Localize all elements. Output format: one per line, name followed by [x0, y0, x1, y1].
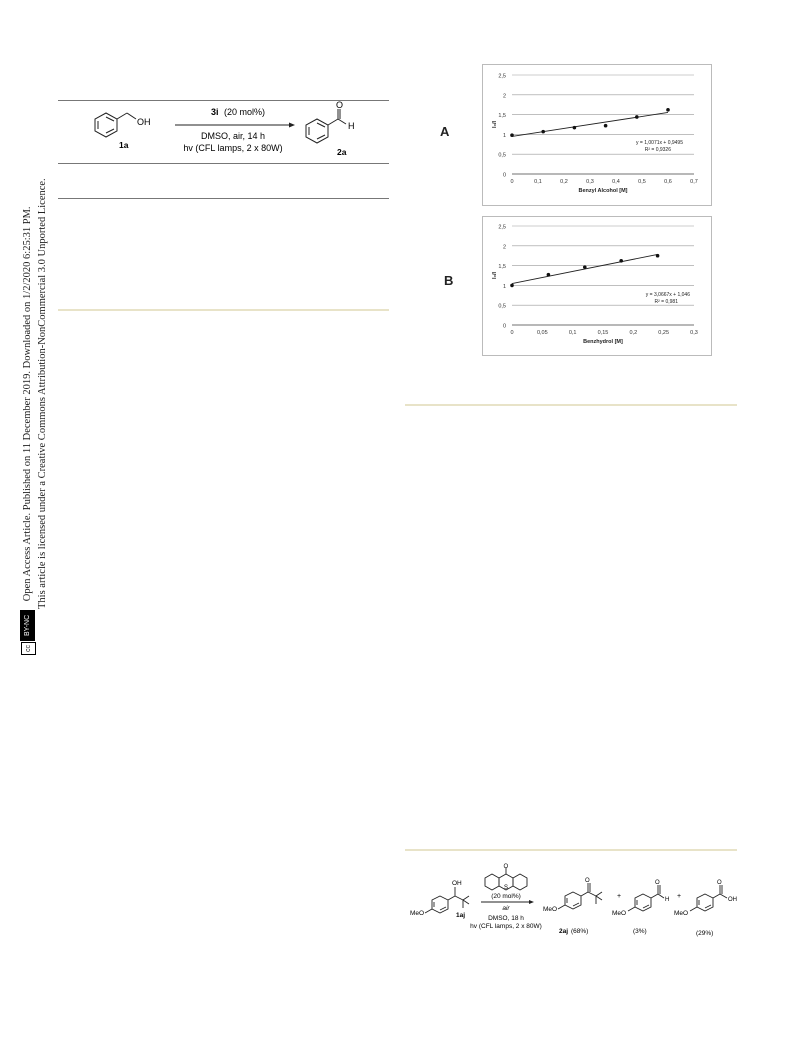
- chart-a-equation: y = 1,0071x + 0,9495: [636, 140, 683, 146]
- reaction-scheme-2: [405, 862, 750, 942]
- chart-b-y-tick-label: 0: [502, 323, 506, 330]
- panel-label-b: B: [444, 273, 454, 288]
- chart-b-x-tick-label: 0,1: [568, 330, 577, 336]
- chart-a-y-tick-label: 2: [502, 93, 506, 100]
- panel-label-a: A: [440, 124, 450, 139]
- chart-a-x-tick-label: 0,1: [534, 179, 542, 185]
- chart-b-x-tick-label: 0,2: [629, 330, 638, 336]
- chart-b-data-point: [510, 284, 514, 288]
- product-label: 2a: [337, 147, 347, 157]
- chart-a-data-point: [510, 133, 514, 137]
- product-2aj-label: 2aj: [559, 928, 569, 935]
- chart-a-x-tick-label: 0,4: [612, 179, 620, 185]
- thioxanthone-o: O: [503, 864, 509, 870]
- chart-a-x-tick-label: 0: [510, 179, 514, 185]
- substrate-1aj-label: 1aj: [456, 912, 466, 919]
- chart-a-r-squared: R² = 0,9326: [644, 147, 671, 153]
- meo-1: MeO: [410, 910, 425, 917]
- oh-group: OH: [137, 117, 151, 127]
- chart-a-y-tick-label: 0,5: [498, 152, 506, 159]
- catalyst-loading: (20 mol%): [224, 107, 266, 117]
- chart-b-data-point: [583, 265, 587, 269]
- chart-a-data-point: [635, 115, 639, 119]
- scheme-bottom-rule: [58, 198, 389, 199]
- meo-2: MeO: [543, 906, 558, 913]
- chart-b-x-tick-label: 0: [510, 330, 514, 336]
- chart-b-y-tick-label: 1: [502, 283, 506, 290]
- chart-a-data-point: [573, 126, 577, 130]
- chart-a: [482, 64, 712, 206]
- chart-a-x-tick-label: 0,3: [586, 179, 594, 185]
- chart-b-r-squared: R² = 0,981: [654, 299, 678, 305]
- aldehyde-h: H: [348, 121, 355, 131]
- benzaldehyde-structure: [306, 109, 346, 143]
- chart-a-y-tick-label: 0: [502, 172, 506, 179]
- chart-b-x-tick-label: 0,05: [536, 330, 548, 336]
- licence-link[interactable]: This article is licensed under a Creative Commons Attribution-NonCommercial 3.0 Unported Licence.: [36, 178, 48, 609]
- published-line: Open Access Article. Published on 11 December 2019. Downloaded on 1/2/2020 6:25:31 PM.: [21, 206, 33, 602]
- catalyst-label: 3i: [211, 107, 219, 117]
- chart-a-x-axis-label: Benzyl Alcohol [M]: [578, 188, 628, 194]
- catalyst-loading-2: (20 mol%): [491, 893, 521, 900]
- chart-a-x-tick-label: 0,7: [690, 179, 698, 185]
- acid-oh: OH: [728, 897, 737, 903]
- chart-b-plot: [483, 217, 711, 355]
- by-nc-badge: BY-NC: [20, 610, 35, 641]
- chart-a-data-point: [541, 130, 545, 134]
- chart-a-plot: [483, 65, 711, 205]
- chart-b-data-point: [656, 254, 660, 258]
- reaction-scheme-1: [58, 100, 389, 164]
- air-label: air: [502, 905, 510, 912]
- chart-b-x-tick-label: 0,15: [597, 330, 609, 336]
- chart-a-y-axis-label: I₀/I: [492, 120, 498, 129]
- plus-2: +: [677, 893, 682, 900]
- product-aldehyde-structure: [628, 885, 664, 911]
- license-banner: [0, 0, 48, 660]
- condition-2: hv (CFL lamps, 2 x 80W): [183, 143, 283, 153]
- chart-a-y-tick-label: 1,5: [498, 113, 506, 120]
- chart-b-y-tick-label: 1,5: [498, 264, 506, 271]
- benzyl-alcohol-structure: [95, 113, 136, 137]
- cc-badge: cc: [21, 642, 36, 655]
- arrow-head: [289, 123, 295, 128]
- chart-a-y-tick-label: 1: [502, 132, 506, 139]
- chart-b-y-tick-label: 2,5: [498, 224, 506, 231]
- chart-b-trendline: [512, 254, 658, 283]
- condition-1: DMSO, air, 14 h: [200, 131, 266, 141]
- right-divider-1: [405, 404, 737, 406]
- chart-a-data-point: [666, 108, 670, 112]
- section-divider: [58, 309, 389, 311]
- chart-b-x-axis-label: Benzhydrol [M]: [583, 339, 623, 345]
- chart-a-y-tick-label: 2,5: [498, 73, 506, 80]
- chart-a-x-tick-label: 0,2: [560, 179, 568, 185]
- arrow-head-2: [529, 900, 534, 904]
- product-acid-structure: [690, 885, 727, 911]
- product-2aj-structure: [558, 883, 602, 909]
- chart-a-data-point: [604, 124, 608, 128]
- product-acid-yield: (29%): [696, 930, 714, 937]
- thioxanthone-s: S: [504, 885, 509, 891]
- substrate-1aj-structure: [425, 887, 469, 913]
- chart-a-x-tick-label: 0,6: [664, 179, 672, 185]
- chart-b-y-tick-label: 0,5: [498, 303, 506, 310]
- chart-b: [482, 216, 712, 356]
- substrate-oh: OH: [452, 880, 462, 887]
- aldehyde-h-2: H: [665, 897, 670, 903]
- chart-a-trendline: [512, 112, 668, 136]
- condition-2-2: hv (CFL lamps, 2 x 80W): [470, 923, 542, 930]
- carbonyl-o: O: [336, 100, 344, 110]
- acid-o: O: [717, 880, 722, 886]
- chart-b-y-tick-label: 2: [502, 244, 506, 251]
- meo-3: MeO: [612, 910, 627, 917]
- license-text: [20, 178, 49, 655]
- chart-b-x-tick-label: 0,3: [690, 330, 698, 336]
- product-2aj-yield: (68%): [571, 928, 589, 935]
- ketone-o: O: [585, 878, 590, 884]
- condition-2-1: DMSO, 18 h: [488, 915, 524, 922]
- chart-b-data-point: [619, 259, 623, 263]
- chart-b-equation: y = 3,0667x + 1,046: [645, 292, 690, 298]
- chart-b-data-point: [547, 273, 551, 277]
- aldehyde-o: O: [655, 880, 660, 886]
- chart-a-x-tick-label: 0,5: [638, 179, 646, 185]
- chart-b-x-tick-label: 0,25: [658, 330, 670, 336]
- substrate-label: 1a: [119, 140, 129, 150]
- product-aldehyde-yield: (3%): [633, 928, 647, 935]
- right-divider-2: [405, 849, 737, 851]
- plus-1: +: [617, 893, 622, 900]
- meo-4: MeO: [674, 910, 689, 917]
- chart-b-y-axis-label: I₀/I: [492, 271, 498, 280]
